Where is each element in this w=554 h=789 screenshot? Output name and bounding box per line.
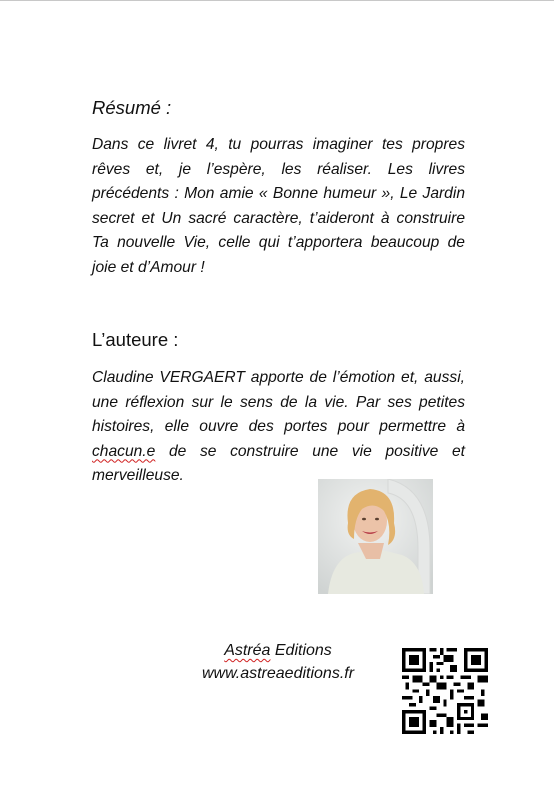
top-border xyxy=(0,0,554,1)
resume-line: construire Ta nouvelle Vie, celle qui t’apportera xyxy=(92,209,465,251)
resume-line: rêves et, je l’espère, les réaliser. Les livres xyxy=(92,160,465,178)
spellcheck-word: Astréa xyxy=(224,642,271,659)
author-portrait-image xyxy=(318,479,433,594)
resume-line: beaucoup de joie et d’Amour ! xyxy=(92,234,465,276)
resume-line: Dans ce livret 4, tu pourras imaginer tes propres xyxy=(92,136,465,153)
spellcheck-word: chacun.e xyxy=(92,442,156,460)
publisher-name xyxy=(170,642,386,660)
resume-paragraph xyxy=(92,133,465,280)
author-heading: L’auteure : xyxy=(92,329,179,350)
resume-heading: Résumé : xyxy=(92,97,172,118)
author-text-end: de se construire une vie positive et merveilleuse. xyxy=(92,442,465,484)
author-text-start: Claudine VERGAERT apporte de l’émotion et, aussi, une réflexion sur le sens de la vie. Par ses petites histoires, elle ouvre des portes pour permettre à xyxy=(92,369,465,435)
resume-line: précédents : Mon amie « Bonne humeur », Le Jardin xyxy=(92,185,465,202)
qr-code xyxy=(402,648,488,734)
author-photo xyxy=(318,479,433,594)
publisher-name-rest: Editions xyxy=(270,642,332,659)
author-paragraph xyxy=(92,366,465,489)
publisher-url: www.astreaeditions.fr xyxy=(201,665,355,682)
resume-line: secret et Un sacré caractère, t’aideront à xyxy=(92,209,390,227)
